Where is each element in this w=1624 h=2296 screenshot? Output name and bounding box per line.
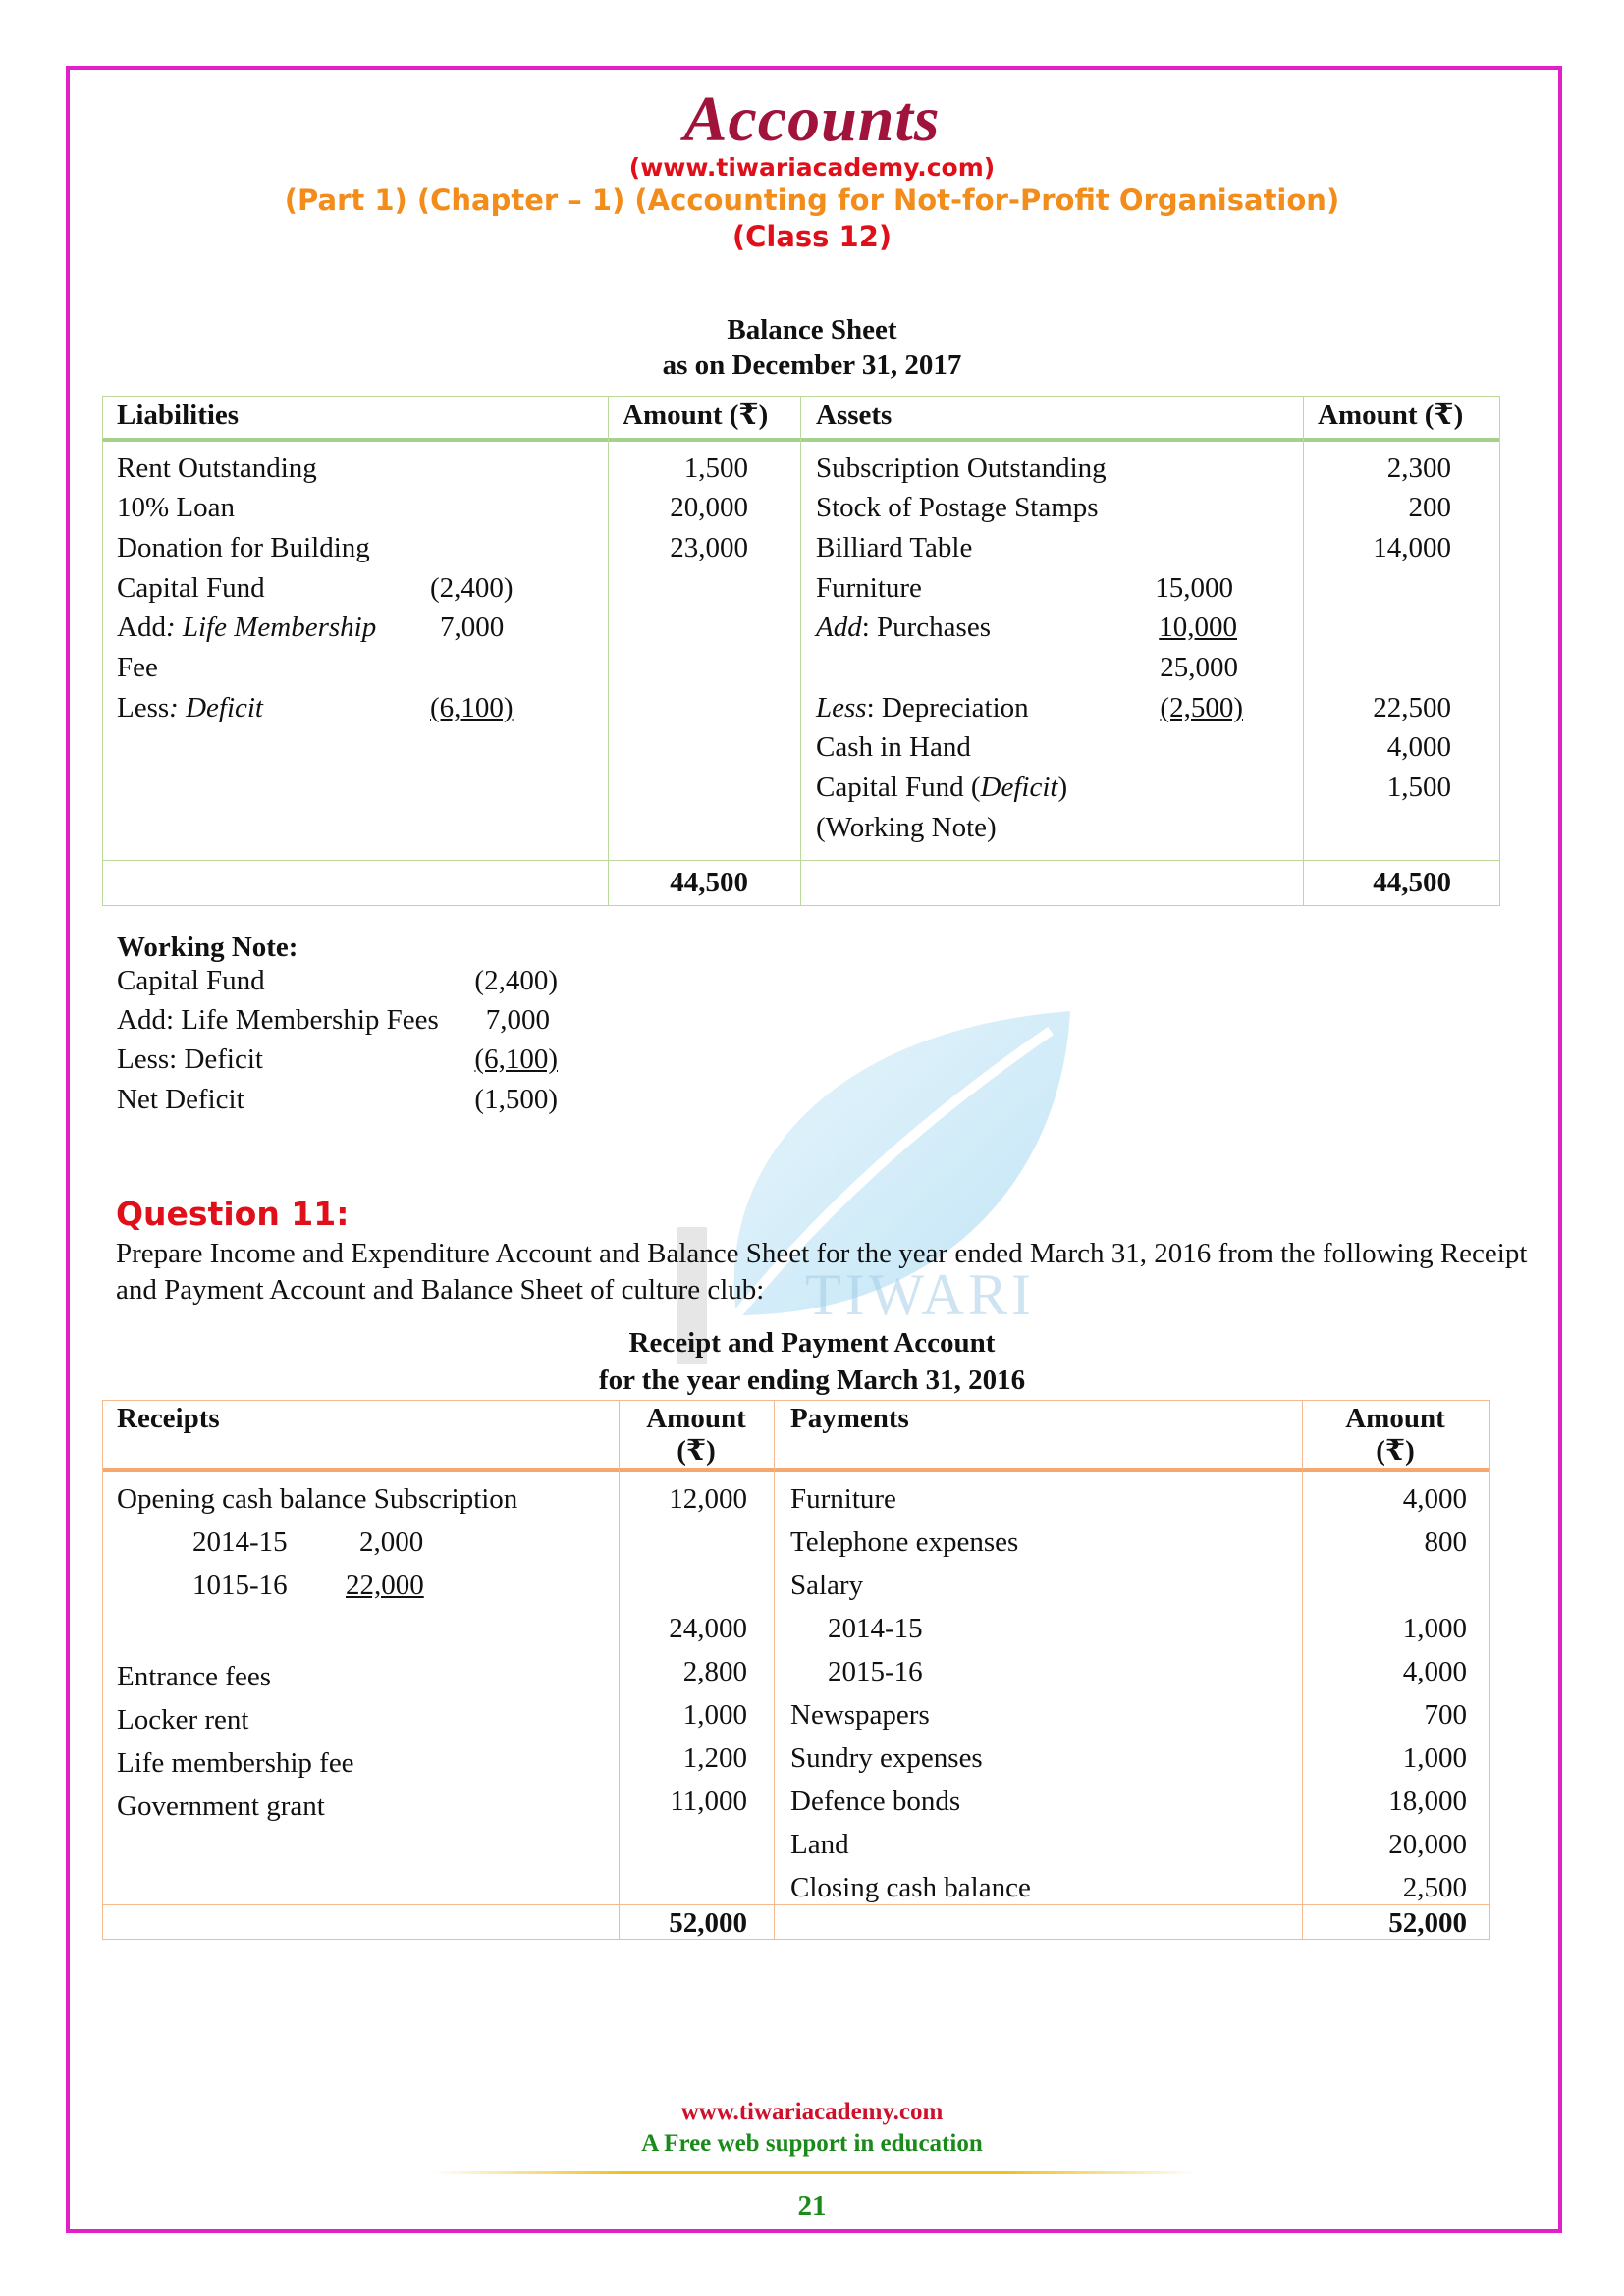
footer-link[interactable]: www.tiwariacademy.com [680,2099,944,2125]
receipt-label: Life membership fee [117,1747,354,1779]
capital-less-value: (6,100) [430,692,514,723]
receipt-label: Locker rent [117,1704,249,1735]
header-amount-liabilities: Amount (₹) [623,400,769,431]
header-amount-receipts: Amount [646,1403,746,1434]
payment-label: Salary [790,1570,864,1601]
receipt-amount: 1,200 [682,1742,747,1774]
header-liabilities: Liabilities [117,400,240,431]
furniture-add-value: 10,000 [1159,612,1237,643]
payment-amount: 800 [1424,1526,1467,1558]
header-receipts: Receipts [117,1403,220,1434]
capital-add-line: Add: Life Membership [117,612,377,643]
header-amount-payments: Amount [1345,1403,1445,1434]
liability-amount: 20,000 [670,492,748,523]
balance-sheet-title: Balance Sheet [727,314,897,346]
page-title: Accounts [683,83,941,155]
asset-amount: 14,000 [1373,532,1451,563]
furniture-less-line: Less: Depreciation [816,692,1029,723]
receipt-amount: 1,000 [682,1699,747,1731]
watermark-text: TIWARI [805,1262,1035,1327]
payment-label: Land [790,1829,849,1860]
furniture-subtotal: 25,000 [1160,652,1238,683]
footer-divider [432,2171,1198,2174]
capital-deficit-amount: 1,500 [1386,772,1451,803]
payment-label: Furniture [790,1483,896,1515]
subscription-total: 24,000 [669,1613,747,1644]
capital-fund-label: Capital Fund [117,572,265,604]
header-amount-assets: Amount (₹) [1318,400,1464,431]
payment-amount: 4,000 [1402,1483,1467,1515]
receipt-label: Entrance fees [117,1661,271,1692]
capital-fund-value: (2,400) [430,572,514,604]
liability-amount: 1,500 [683,453,748,484]
header-assets: Assets [816,400,893,431]
page-number: 21 [797,2190,827,2221]
capital-add-cont: Fee [117,652,158,683]
furniture-net: 22,500 [1373,692,1451,723]
cash-amount: 4,000 [1386,731,1451,763]
opening-balance-amount: 12,000 [669,1483,747,1515]
wn-label: Net Deficit [117,1084,244,1115]
wn-label: Less: Deficit [117,1043,263,1075]
payment-label: Sundry expenses [790,1742,983,1774]
asset-amount: 200 [1408,492,1451,523]
payment-label: Telephone expenses [790,1526,1019,1558]
payment-label: Newspapers [790,1699,930,1731]
capital-deficit-label: Capital Fund (Deficit) [816,772,1068,803]
class-label: (Class 12) [731,220,893,253]
receipt-label: Government grant [117,1790,325,1822]
asset-label: Subscription Outstanding [816,453,1107,484]
receipt-amount: 11,000 [670,1786,747,1817]
header-amount-payments-unit: (₹) [1376,1435,1415,1467]
furniture-label: Furniture [816,572,922,604]
cash-label: Cash in Hand [816,731,971,763]
total-liabilities: 44,500 [670,867,748,898]
total-receipts: 52,000 [669,1907,747,1939]
wn-label: Capital Fund [117,965,265,996]
wn-label: Add: Life Membership Fees [117,1004,439,1036]
subscription-value: 2,000 [359,1526,424,1558]
subscription-year: 2014-15 [192,1526,288,1558]
capital-less-line: Less: Deficit [117,692,263,723]
chapter-subtitle: (Part 1) (Chapter – 1) (Accounting for Not-for-Profit Organisation) [284,184,1340,217]
asset-label: Billiard Table [816,532,973,563]
header-amount-receipts-unit: (₹) [677,1435,716,1467]
receipt-amount: 2,800 [682,1656,747,1687]
question-text: Prepare Income and Expenditure Account and Balance Sheet for the year ended March 31, 2016 from the following Receipt and Payment Account and Balance Sheet of culture club: [116,1238,1528,1306]
liability-label: Rent Outstanding [117,453,317,484]
wn-value: (6,100) [474,1043,558,1075]
subscription-value: 22,000 [346,1570,424,1601]
question-heading: Question 11: [116,1195,350,1233]
subscription-year: 1015-16 [192,1570,288,1601]
working-note-ref: (Working Note) [816,812,997,843]
wn-value: 7,000 [485,1004,550,1036]
payment-amount: 4,000 [1402,1656,1467,1687]
payment-label: 2015-16 [828,1656,923,1687]
balance-sheet-subtitle: as on December 31, 2017 [662,349,962,381]
capital-add-value: 7,000 [440,612,505,643]
receipt-payment-subtitle: for the year ending March 31, 2016 [598,1364,1026,1396]
payment-amount: 2,500 [1402,1872,1467,1903]
payment-amount: 18,000 [1388,1786,1467,1817]
asset-label: Stock of Postage Stamps [816,492,1099,523]
liability-label: Donation for Building [117,532,370,563]
wn-value: (2,400) [474,965,558,996]
working-note-title: Working Note: [117,932,298,963]
site-link[interactable]: (www.tiwariacademy.com) [628,153,996,182]
wn-value: (1,500) [474,1084,558,1115]
payment-amount: 1,000 [1402,1613,1467,1644]
opening-balance-label: Opening cash balance Subscription [117,1483,518,1515]
asset-amount: 2,300 [1386,453,1451,484]
total-payments: 52,000 [1388,1907,1467,1939]
header-payments: Payments [790,1403,909,1434]
footer-tagline: A Free web support in education [641,2130,983,2157]
liability-amount: 23,000 [670,532,748,563]
payment-label: Defence bonds [790,1786,961,1817]
payment-label: 2014-15 [828,1613,923,1644]
receipt-payment-title: Receipt and Payment Account [628,1327,996,1359]
payment-label: Closing cash balance [790,1872,1031,1903]
furniture-add-line: Add: Purchases [816,612,991,643]
liability-label: 10% Loan [117,492,235,523]
payment-amount: 20,000 [1388,1829,1467,1860]
furniture-value: 15,000 [1155,572,1233,604]
total-assets: 44,500 [1373,867,1451,898]
payment-amount: 1,000 [1402,1742,1467,1774]
furniture-less-value: (2,500) [1160,692,1243,723]
payment-amount: 700 [1424,1699,1467,1731]
